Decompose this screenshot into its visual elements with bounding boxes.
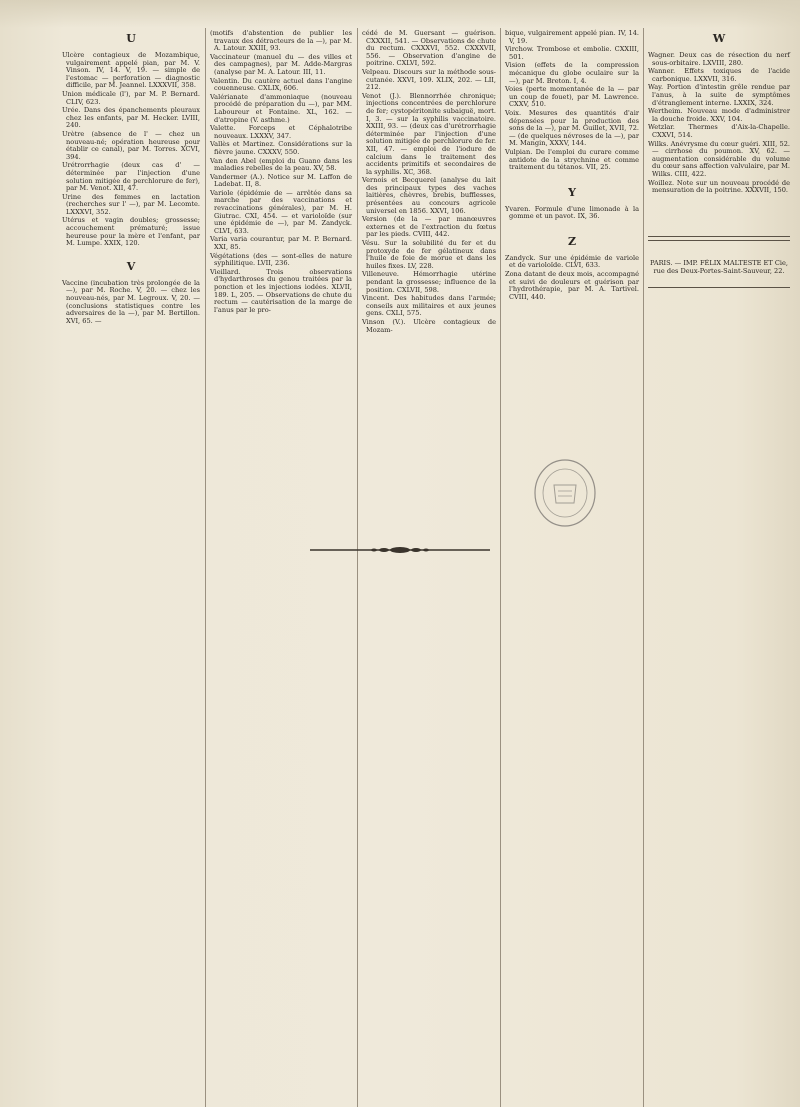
index-entry: Vulpian. De l'emploi du curare comme antidote de la strychnine et comme traitement du tétanos. VII, 25. [505, 147, 639, 172]
index-entry: Vinson (V.). Ulcère contagieux de Mozam- [362, 317, 496, 334]
index-entry: Ulcère contagieux de Mozambique, vulgairement appelé pian, par M. V. Vinson. IV, 14. V, 19. — simple de l'estomac — perforation — diagnostic difficile, par M. Jeannel. LXXXVII, 358. [62, 51, 200, 90]
index-entry: Vaccinateur (manuel du — des villes et des campagnes), par M. Adde-Margras (analyse par M. A. Latour. III, 11. [210, 52, 352, 76]
imprint-line-2: rue des Deux-Portes-Saint-Sauveur, 22. [653, 267, 785, 275]
column-divider [500, 28, 501, 1107]
index-entry: Villeneuve. Hémorrhagie utérine pendant la grossesse; influence de la position. CXLVII, 598. [362, 270, 496, 294]
separator-rule [648, 240, 790, 241]
index-entry: Voies (perte momentanée de la — par un coup de fouet), par M. Lawrence. CXXV, 510. [505, 85, 639, 109]
index-entry: Vieillard. Trois observations d'hydarthroses du genou traitées par la ponction et les injections iodées. XLVII, 189. L, 205. — Observations de chute du rectum — cautérisation de la marge de l'anus par le pro- [210, 267, 352, 314]
index-entry: Valette. Forceps et Céphalotribe nouveaux. LXXXV, 347. [210, 124, 352, 140]
section-letter-u: U [126, 32, 136, 45]
library-stamp [530, 455, 600, 530]
section-letter-w: W [712, 32, 726, 45]
index-entry: Utérus et vagin doubles; grossesse; accouchement prématuré; issue heureuse pour la mère et l'enfant, par M. Lumpe. XXIX, 120. [62, 216, 200, 248]
index-entry: Wanner. Effets toxiques de l'acide carbonique. LXXVII, 316. [648, 67, 790, 83]
index-entry: Yvaren. Formule d'une limonade à la gomme et un pavot. IX, 36. [505, 204, 639, 221]
index-entry: Urée. Dans des épanchements pleuraux chez les enfants, par M. Hecker. LVIII, 240. [62, 106, 200, 130]
separator-rule [648, 236, 790, 237]
index-entry: Voix. Mesures des quantités d'air dépensées pour la production des sons de la —), par M. Guillet, XVII, 72. — (de quelques névroses de la —), par M. Mangin, XXXV, 144. [505, 108, 639, 148]
column-divider [205, 28, 206, 1107]
imprint-line-1: PARIS. — IMP. FÉLIX MALTESTE ET Cie, [650, 259, 788, 267]
index-entry: Vision (effets de la compression mécanique du globe oculaire sur la —), par M. Breton. I, 4. [505, 61, 639, 85]
column-1 [62, 30, 200, 326]
index-entry: Varia varia courantur, par M. P. Bernard. XXI, 85. [210, 235, 352, 252]
index-entry: Vaccine (incubation très prolongée de la —), par M. Roche. V, 20. — chez les nouveau-nés, par M. Legroux. V, 20. — (conclusions statistiques contre les adversaires de la —), par M. Bertillon. XVI, 65. — [62, 278, 200, 325]
index-entry: Van den Abel (emploi du Guano dans les maladies rebelles de la peau. XV, 58. [210, 156, 352, 173]
index-entry: Valérianate d'ammoniaque (nouveau procédé de préparation du —), par MM. Laboureur et Fontaine. XL, 162. — d'atropine (V. asthme.) [210, 92, 352, 124]
index-entry: Union médicale (l'), par M. P. Bernard. CLIV, 623. [62, 89, 200, 106]
section-letter-z: Z [567, 234, 577, 248]
index-entry: Way. Portion d'intestin grêle rendue par l'anus, à la suite de symptômes d'étranglement interne. LXXIX, 324. [648, 83, 790, 107]
index-entry: Vallès et Martinez. Considérations sur la fièvre jaune. CXXXV, 550. [210, 140, 352, 156]
column-5 [648, 30, 790, 196]
index-entry: Version (de la — par manœuvres externes et de l'extraction du fœtus par les pieds. CVIII, 442. [362, 215, 496, 239]
section-letter-v: V [126, 259, 136, 273]
index-entry: Wertheim. Nouveau mode d'administrer la douche froide. XXV, 104. [648, 107, 790, 123]
index-entry: Wilks. Anévrysme du cœur guéri. XIII, 52.— cirrhose du poumon. XV, 62. — augmentation considérable du volume du cœur sans affection valvulaire, par M. Wilks. CIII, 422. [648, 139, 790, 178]
index-entry: Vandermer (A.). Notice sur M. Laffon de Ladebat. II, 8. [210, 172, 352, 189]
index-entry: Zandyck. Sur une épidémie de variole et de varioloïde. CLVI, 633. [505, 253, 639, 270]
index-entry: Wetzlar. Thermes d'Aix-la-Chapelle. CXXVI, 514. [648, 123, 790, 139]
index-entry: Wagner. Deux cas de résection du nerf sous-orbitaire. LXVIII, 280. [648, 51, 790, 67]
index-entry: Vincent. Des habitudes dans l'armée; conseils aux militaires et aux jeunes gens. CXLI, 575. [362, 294, 496, 318]
index-entry: Velpeau. Discours sur la méthode sous-cutanée. XXVI, 109. XLIX, 202. — LII, 212. [362, 67, 496, 92]
index-entry: bique, vulgairement appelé pian. IV, 14. V, 19. [505, 29, 639, 45]
page-top-edge [0, 0, 800, 28]
column-3 [362, 30, 496, 335]
index-entry: Végétations (des — sont-elles de nature syphilitique. LVII, 236. [210, 251, 352, 268]
ornamental-rule [310, 545, 490, 555]
index-entry: Variole (épidémie de — arrêtée dans sa marche par des vaccinations et revaccinations générales), par M. H. Giutrac. CXI, 454. — et varioloïde (sur une épidémie de —), par M. Zandyck. CLVI, 633. [210, 188, 352, 235]
section-letter-y: Y [568, 185, 576, 199]
index-entry: Valentin. Du cautère actuel dans l'angine couenneuse. CXLIX, 606. [210, 76, 352, 93]
index-entry: cédé de M. Guersant — guérison. CXXXII, 541. — Observations de chute du rectum. CXXXVI, 552. CXXXVII, 556. — Observation d'angine de poitrine. CXLVI, 592. [362, 29, 496, 68]
separator-rule [648, 287, 790, 288]
column-divider [643, 28, 644, 1107]
index-entry: Virchow. Trombose et embolie. CXXIII, 501. [505, 45, 639, 61]
column-4 [505, 30, 639, 302]
column-divider [357, 28, 358, 1107]
index-entry: Urine des femmes en lactation (recherches sur l' —), par M. Lecomte. LXXXVI, 352. [62, 192, 200, 216]
column-2 [210, 30, 352, 315]
index-entry: Vernois et Becquerel (analyse du lait des principaux types des vaches laitières, chèvres, brebis, bufflesses, présentées au concours agricole universel en 1856. XXVI, 106. [362, 176, 496, 215]
index-entry: Venot (J.). Blennorrhée chronique; injections concentrées de perchlorure de fer; cystopéritonite subaiguë, mort. I, 3. — sur la syphilis vaccinatoire. XXIII, 93. — (deux cas d'urétrorrhagie déterminée par l'injection d'une solution mitigée de perchlorure de fer. XII, 47. — emploi de l'iodure de calcium dans le traitement des accidents primitifs et secondaires de la syphilis. XC, 368. [362, 91, 496, 176]
printer-imprint [648, 259, 790, 275]
index-entry: Zona datant de deux mois, accompagné et suivi de douleurs et guérison par l'hydrothérapie, par M. A. Tartivel. CVIII, 440. [505, 270, 639, 301]
index-entry: Vésu. Sur la solubilité du fer et du protoxyde de fer gélatineux dans l'huile de foie de morue et dans les huiles fixes. LV, 228. [362, 239, 496, 270]
index-entry: Woillez. Note sur un nouveau procédé de mensuration de la poitrine. XXXVII, 150. [648, 178, 790, 195]
index-entry: Urètre (absence de l' — chez un nouveau-né; opération heureuse pour établir ce canal), par M. Torres. XCVI, 394. [62, 129, 200, 161]
index-entry: Urétrorrhagie (deux cas d' — déterminée par l'injection d'une solution mitigée de perchlorure de fer), par M. Venot. XII, 47. [62, 161, 200, 193]
index-entry: (motifs d'abstention de publier les travaux des détracteurs de la —), par M. A. Latour. XXIII, 93. [210, 29, 352, 53]
